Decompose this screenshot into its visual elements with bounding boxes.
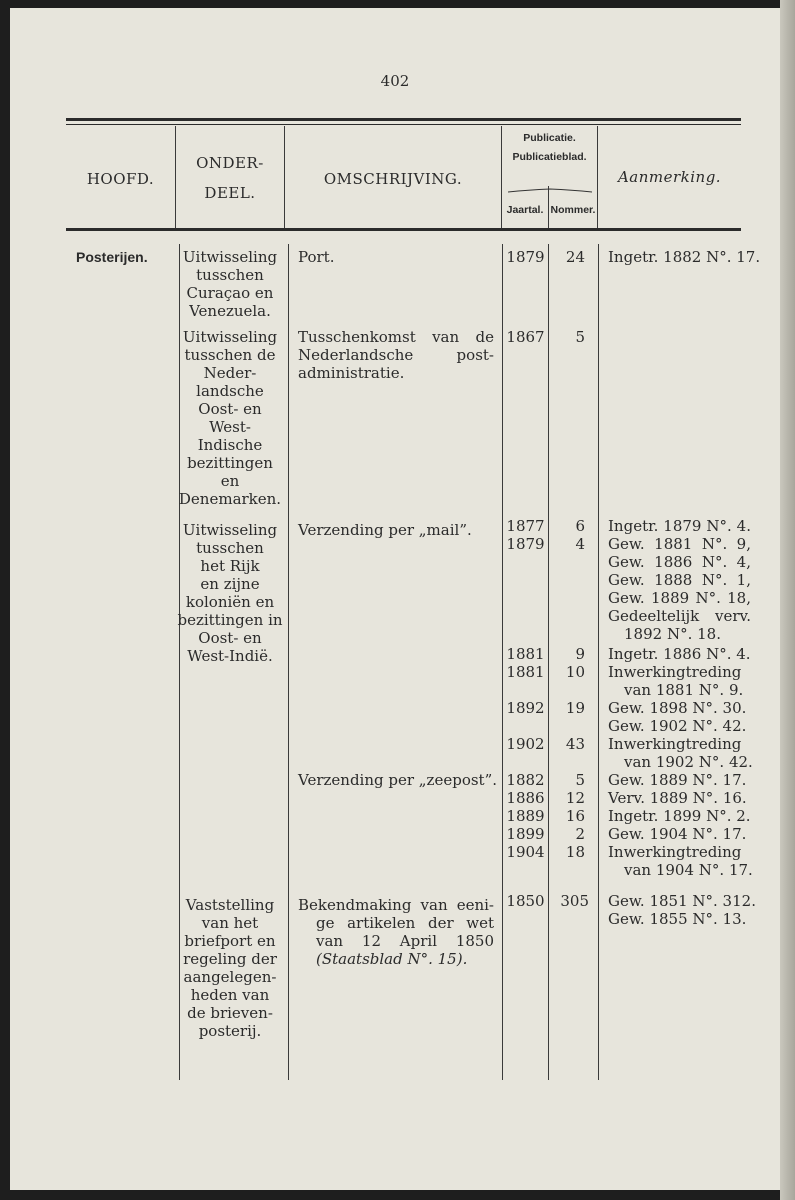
onderdeel-line: Uitwisseling <box>182 328 278 346</box>
jaartal-cell: 1879 <box>506 248 545 266</box>
jaartal-cell: 1904 <box>506 843 545 861</box>
onderdeel-line: bezittingen <box>187 454 273 472</box>
omschrijving-zeepost: Verzending per „zeepost”. <box>298 771 498 789</box>
aanmerking-line: Gew. 1898 N°. 30. <box>608 699 747 717</box>
onderdeel-line: en zijne <box>200 575 260 593</box>
onderdeel-line: van het <box>201 914 259 932</box>
omschrijving-line: Nederlandsche post- <box>298 346 494 364</box>
onderdeel-line: en <box>220 472 240 490</box>
onderdeel-line: Oost- en <box>198 629 262 647</box>
omschrijving-line: (Staatsblad N°. 15). <box>316 950 468 968</box>
aanmerking-line: van 1904 N°. 17. <box>624 861 753 879</box>
aanmerking-line: Inwerkingtreding <box>608 663 742 681</box>
header-publicatie: Publicatie. <box>523 132 576 144</box>
nommer-cell: 16 <box>565 807 585 825</box>
aanmerking-line: van 1881 N°. 9. <box>624 681 744 699</box>
nommer-cell: 24 <box>565 248 585 266</box>
header-aanmerking: Aanmerking. <box>617 168 722 186</box>
onderdeel-line: Vaststelling <box>185 896 275 914</box>
onderdeel-line: briefport en <box>184 932 276 950</box>
jaartal-cell: 1850 <box>506 892 545 910</box>
aanmerking-line: Gew. 1904 N°. 17. <box>608 825 747 843</box>
onderdeel-line: tusschen de <box>184 346 276 364</box>
onderdeel-line: tusschen <box>196 266 264 284</box>
nommer-cell: 19 <box>565 699 585 717</box>
publicatie-brace <box>508 178 592 184</box>
jaartal-cell: 1902 <box>506 735 545 753</box>
header-nommer: Nommer. <box>550 204 596 216</box>
nommer-cell: 18 <box>565 843 585 861</box>
onderdeel-line: Uitwisseling <box>182 248 278 266</box>
omschrijving-port: Port. <box>298 248 335 266</box>
omschrijving-line: ge artikelen der wet <box>316 914 494 932</box>
onderdeel-line: het Rijk <box>200 557 260 575</box>
onderdeel-line: heden van <box>190 986 270 1004</box>
aanmerking-line: van 1902 N°. 42. <box>624 753 753 771</box>
onderdeel-line: posterij. <box>198 1022 262 1040</box>
header-hoofd: HOOFD. <box>86 170 155 188</box>
jaartal-cell: 1899 <box>506 825 545 843</box>
nommer-cell: 4 <box>575 535 585 553</box>
aanmerking-line: Gew. 1889 N°. 18, <box>608 589 751 607</box>
onderdeel-line: de brieven- <box>187 1004 273 1022</box>
onderdeel-line: Oost- en <box>198 400 262 418</box>
nommer-cell: 9 <box>575 645 585 663</box>
jaartal-cell: 1879 <box>506 535 545 553</box>
nommer-cell: 43 <box>565 735 585 753</box>
aanmerking-line: Gew. 1855 N°. 13. <box>608 910 747 928</box>
onderdeel-line: West-Indië. <box>187 647 273 665</box>
header-omschrijving: OMSCHRIJVING. <box>323 170 463 188</box>
aanmerking-line: Gew. 1888 N°. 1, <box>608 571 751 589</box>
jaartal-cell: 1877 <box>506 517 545 535</box>
aanmerking-line: Ingetr. 1882 N°. 17. <box>608 248 761 266</box>
jaartal-cell: 1881 <box>506 645 545 663</box>
onderdeel-line: bezittingen in <box>177 611 283 629</box>
header-divider-1 <box>175 126 176 228</box>
onderdeel-line: West- <box>209 418 251 436</box>
aanmerking-line: Verv. 1889 N°. 16. <box>608 789 747 807</box>
nommer-cell: 12 <box>565 789 585 807</box>
body-divider-2 <box>288 244 289 1080</box>
top-rule-thick <box>66 118 741 121</box>
header-onderdeel-line1: ONDER- <box>196 154 264 172</box>
top-rule-thin <box>66 124 741 125</box>
nommer-cell: 2 <box>575 825 585 843</box>
omschrijving-line: administratie. <box>298 364 405 382</box>
onderdeel-line: Uitwisseling <box>182 521 278 539</box>
aanmerking-line: Ingetr. 1886 N°. 4. <box>608 645 751 663</box>
aanmerking-line: Inwerkingtreding <box>608 843 742 861</box>
onderdeel-line: Indische <box>197 436 263 454</box>
header-bottom-rule <box>66 228 741 231</box>
omschrijving-mail: Verzending per „mail”. <box>298 521 472 539</box>
onderdeel-line: Curaçao en <box>186 284 274 302</box>
onderdeel-line: Neder- <box>203 364 257 382</box>
aanmerking-line: Gedeeltelijk verv. <box>608 607 751 625</box>
brace-icon <box>508 187 592 193</box>
onderdeel-line: regeling der <box>183 950 277 968</box>
nommer-cell: 6 <box>575 517 585 535</box>
aanmerking-line: 1892 N°. 18. <box>624 625 721 643</box>
onderdeel-line: Denemarken. <box>178 490 282 508</box>
aanmerking-line: Inwerkingtreding <box>608 735 742 753</box>
header-publicatieblad: Publicatieblad. <box>512 151 587 163</box>
omschrijving-line: Tusschenkomst van de <box>298 328 494 346</box>
omschrijving-line: Bekendmaking van eeni- <box>298 896 494 914</box>
header-onderdeel-line2: DEEL. <box>204 184 256 202</box>
onderdeel-line: landsche <box>196 382 264 400</box>
aanmerking-line: Gew. 1889 N°. 17. <box>608 771 747 789</box>
aanmerking-line: Gew. 1881 N°. 9, <box>608 535 751 553</box>
aanmerking-line: Ingetr. 1899 N°. 2. <box>608 807 751 825</box>
onderdeel-line: aangelegen- <box>183 968 277 986</box>
jaartal-cell: 1892 <box>506 699 545 717</box>
jaartal-cell: 1867 <box>506 328 545 346</box>
jaartal-cell: 1889 <box>506 807 545 825</box>
nommer-cell: 5 <box>575 771 585 789</box>
jaartal-cell: 1881 <box>506 663 545 681</box>
omschrijving-line: van 12 April 1850 <box>316 932 494 950</box>
book-spine <box>780 0 795 1200</box>
jaartal-cell: 1882 <box>506 771 545 789</box>
nommer-cell: 305 <box>560 892 589 910</box>
onderdeel-line: koloniën en <box>185 593 275 611</box>
header-jaartal: Jaartal. <box>506 204 544 216</box>
nommer-cell: 5 <box>575 328 585 346</box>
aanmerking-line: Gew. 1886 N°. 4, <box>608 553 751 571</box>
nommer-cell: 10 <box>565 663 585 681</box>
hoofd-posterijen: Posterijen. <box>76 249 148 265</box>
onderdeel-line: tusschen <box>196 539 264 557</box>
body-divider-5 <box>598 244 599 1080</box>
aanmerking-line: Gew. 1851 N°. 312. <box>608 892 756 910</box>
page-number: 402 <box>380 72 410 90</box>
aanmerking-line: Gew. 1902 N°. 42. <box>608 717 747 735</box>
aanmerking-line: Ingetr. 1879 N°. 4. <box>608 517 751 535</box>
onderdeel-line: Venezuela. <box>189 302 271 320</box>
jaartal-cell: 1886 <box>506 789 545 807</box>
document-page <box>10 8 780 1190</box>
